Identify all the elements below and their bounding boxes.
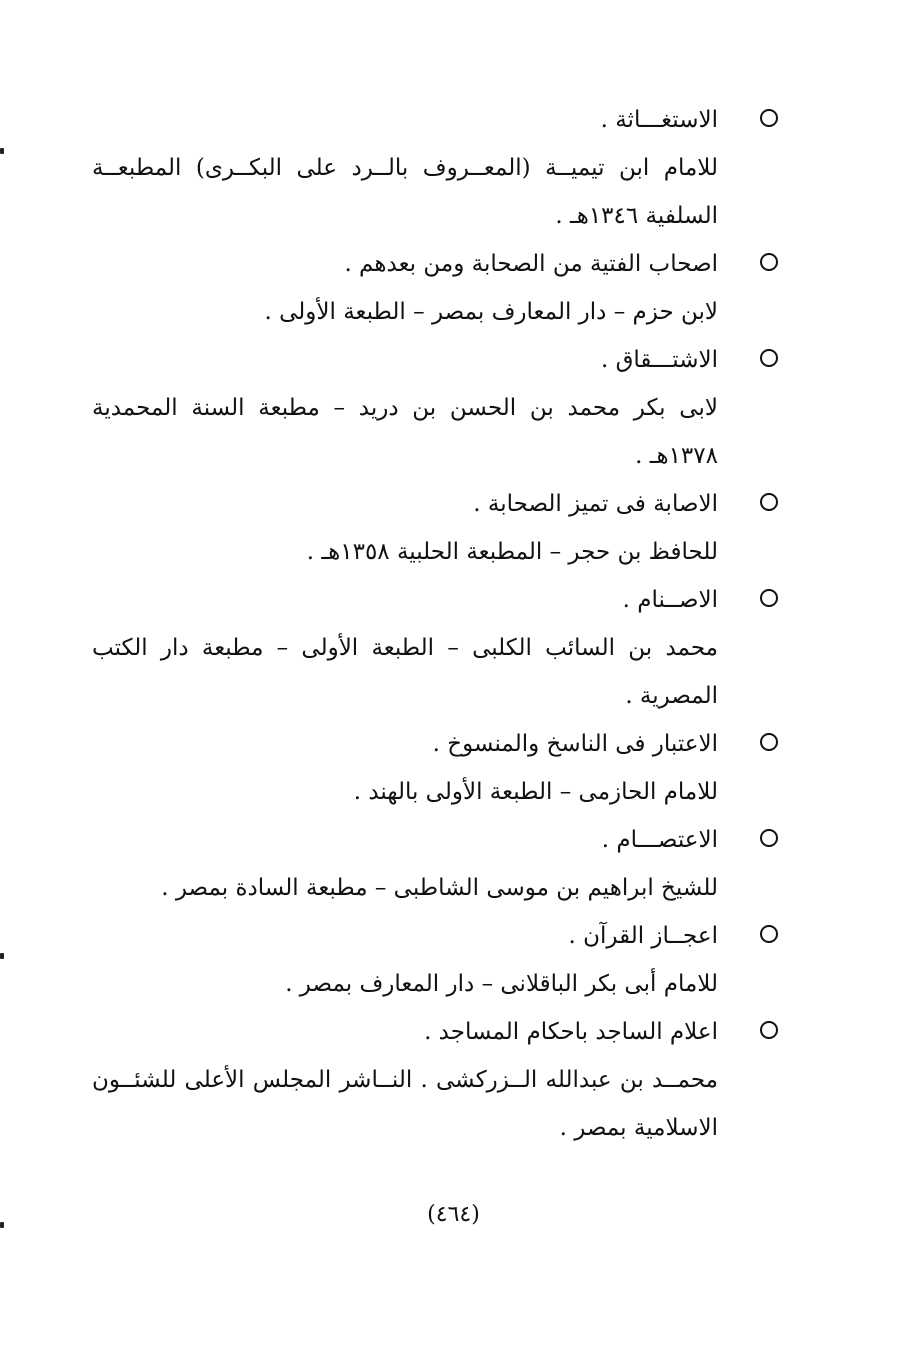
entry-title-row xyxy=(92,480,786,528)
entry-title: الاعتبار فى الناسخ والمنسوخ . xyxy=(432,731,718,757)
entry-description: لابى بكر محمد بن الحسن بن دريد – مطبعة السنة المحمدية ١٣٧٨هـ . xyxy=(92,395,718,469)
circle-bullet-icon xyxy=(760,253,778,271)
entry-description: محمــد بن عبدالله الــزركشى . النــاشر المجلس الأعلى للشئــون الاسلامية بمصر . xyxy=(92,1067,718,1141)
bibliography-entry xyxy=(92,912,786,1008)
entry-title-row xyxy=(92,1008,786,1056)
entry-title-row xyxy=(92,336,786,384)
circle-bullet-icon xyxy=(760,829,778,847)
entry-title-row xyxy=(92,720,786,768)
entry-title: الاشتـــقاق . xyxy=(600,347,718,373)
entry-title: اصحاب الفتية من الصحابة ومن بعدهم . xyxy=(344,251,718,277)
entry-title-row xyxy=(92,912,786,960)
entry-title-row xyxy=(92,240,786,288)
entry-description: للشيخ ابراهيم بن موسى الشاطبى – مطبعة السادة بمصر . xyxy=(161,875,718,901)
circle-bullet-icon xyxy=(760,925,778,943)
entry-title-row xyxy=(92,576,786,624)
scan-speck xyxy=(0,953,4,959)
circle-bullet-icon xyxy=(760,589,778,607)
entry-description: للامام ابن تيميــة (المعــروف بالــرد على البكــرى) المطبعــة السلفية ١٣٤٦هـ . xyxy=(92,155,718,229)
entry-title: اعجــاز القرآن . xyxy=(568,923,718,949)
circle-bullet-icon xyxy=(760,349,778,367)
bibliography-entry xyxy=(92,480,786,576)
entry-title: الاعتصـــام . xyxy=(601,827,718,853)
entry-title-row xyxy=(92,96,786,144)
entry-title: اعلام الساجد باحكام المساجد . xyxy=(424,1019,718,1045)
bibliography-list xyxy=(92,96,786,1152)
entry-title: الاصابة فى تميز الصحابة . xyxy=(473,491,718,517)
entry-description: للامام الحازمى – الطبعة الأولى بالهند . xyxy=(353,779,718,805)
bibliography-entry xyxy=(92,816,786,912)
entry-description: للحافظ بن حجر – المطبعة الحلبية ١٣٥٨هـ . xyxy=(306,539,718,565)
entry-title-row xyxy=(92,816,786,864)
circle-bullet-icon xyxy=(760,493,778,511)
scan-speck xyxy=(0,148,4,154)
bibliography-entry xyxy=(92,720,786,816)
bibliography-entry xyxy=(92,1008,786,1152)
entry-description: للامام أبى بكر الباقلانى – دار المعارف بمصر . xyxy=(285,971,718,997)
bibliography-entry xyxy=(92,96,786,240)
circle-bullet-icon xyxy=(760,733,778,751)
circle-bullet-icon xyxy=(760,1021,778,1039)
bibliography-entry xyxy=(92,240,786,336)
circle-bullet-icon xyxy=(760,109,778,127)
entry-title: الاستغـــاثة . xyxy=(600,107,718,133)
entry-title: الاصــنام . xyxy=(622,587,718,613)
page-number: (٤٦٤) xyxy=(427,1202,480,1227)
entry-description: لابن حزم – دار المعارف بمصر – الطبعة الأولى . xyxy=(264,299,718,325)
entry-description: محمد بن السائب الكلبى – الطبعة الأولى – مطبعة دار الكتب المصرية . xyxy=(92,635,718,709)
bibliography-entry xyxy=(92,336,786,480)
scan-speck xyxy=(0,1222,4,1228)
bibliography-entry xyxy=(92,576,786,720)
